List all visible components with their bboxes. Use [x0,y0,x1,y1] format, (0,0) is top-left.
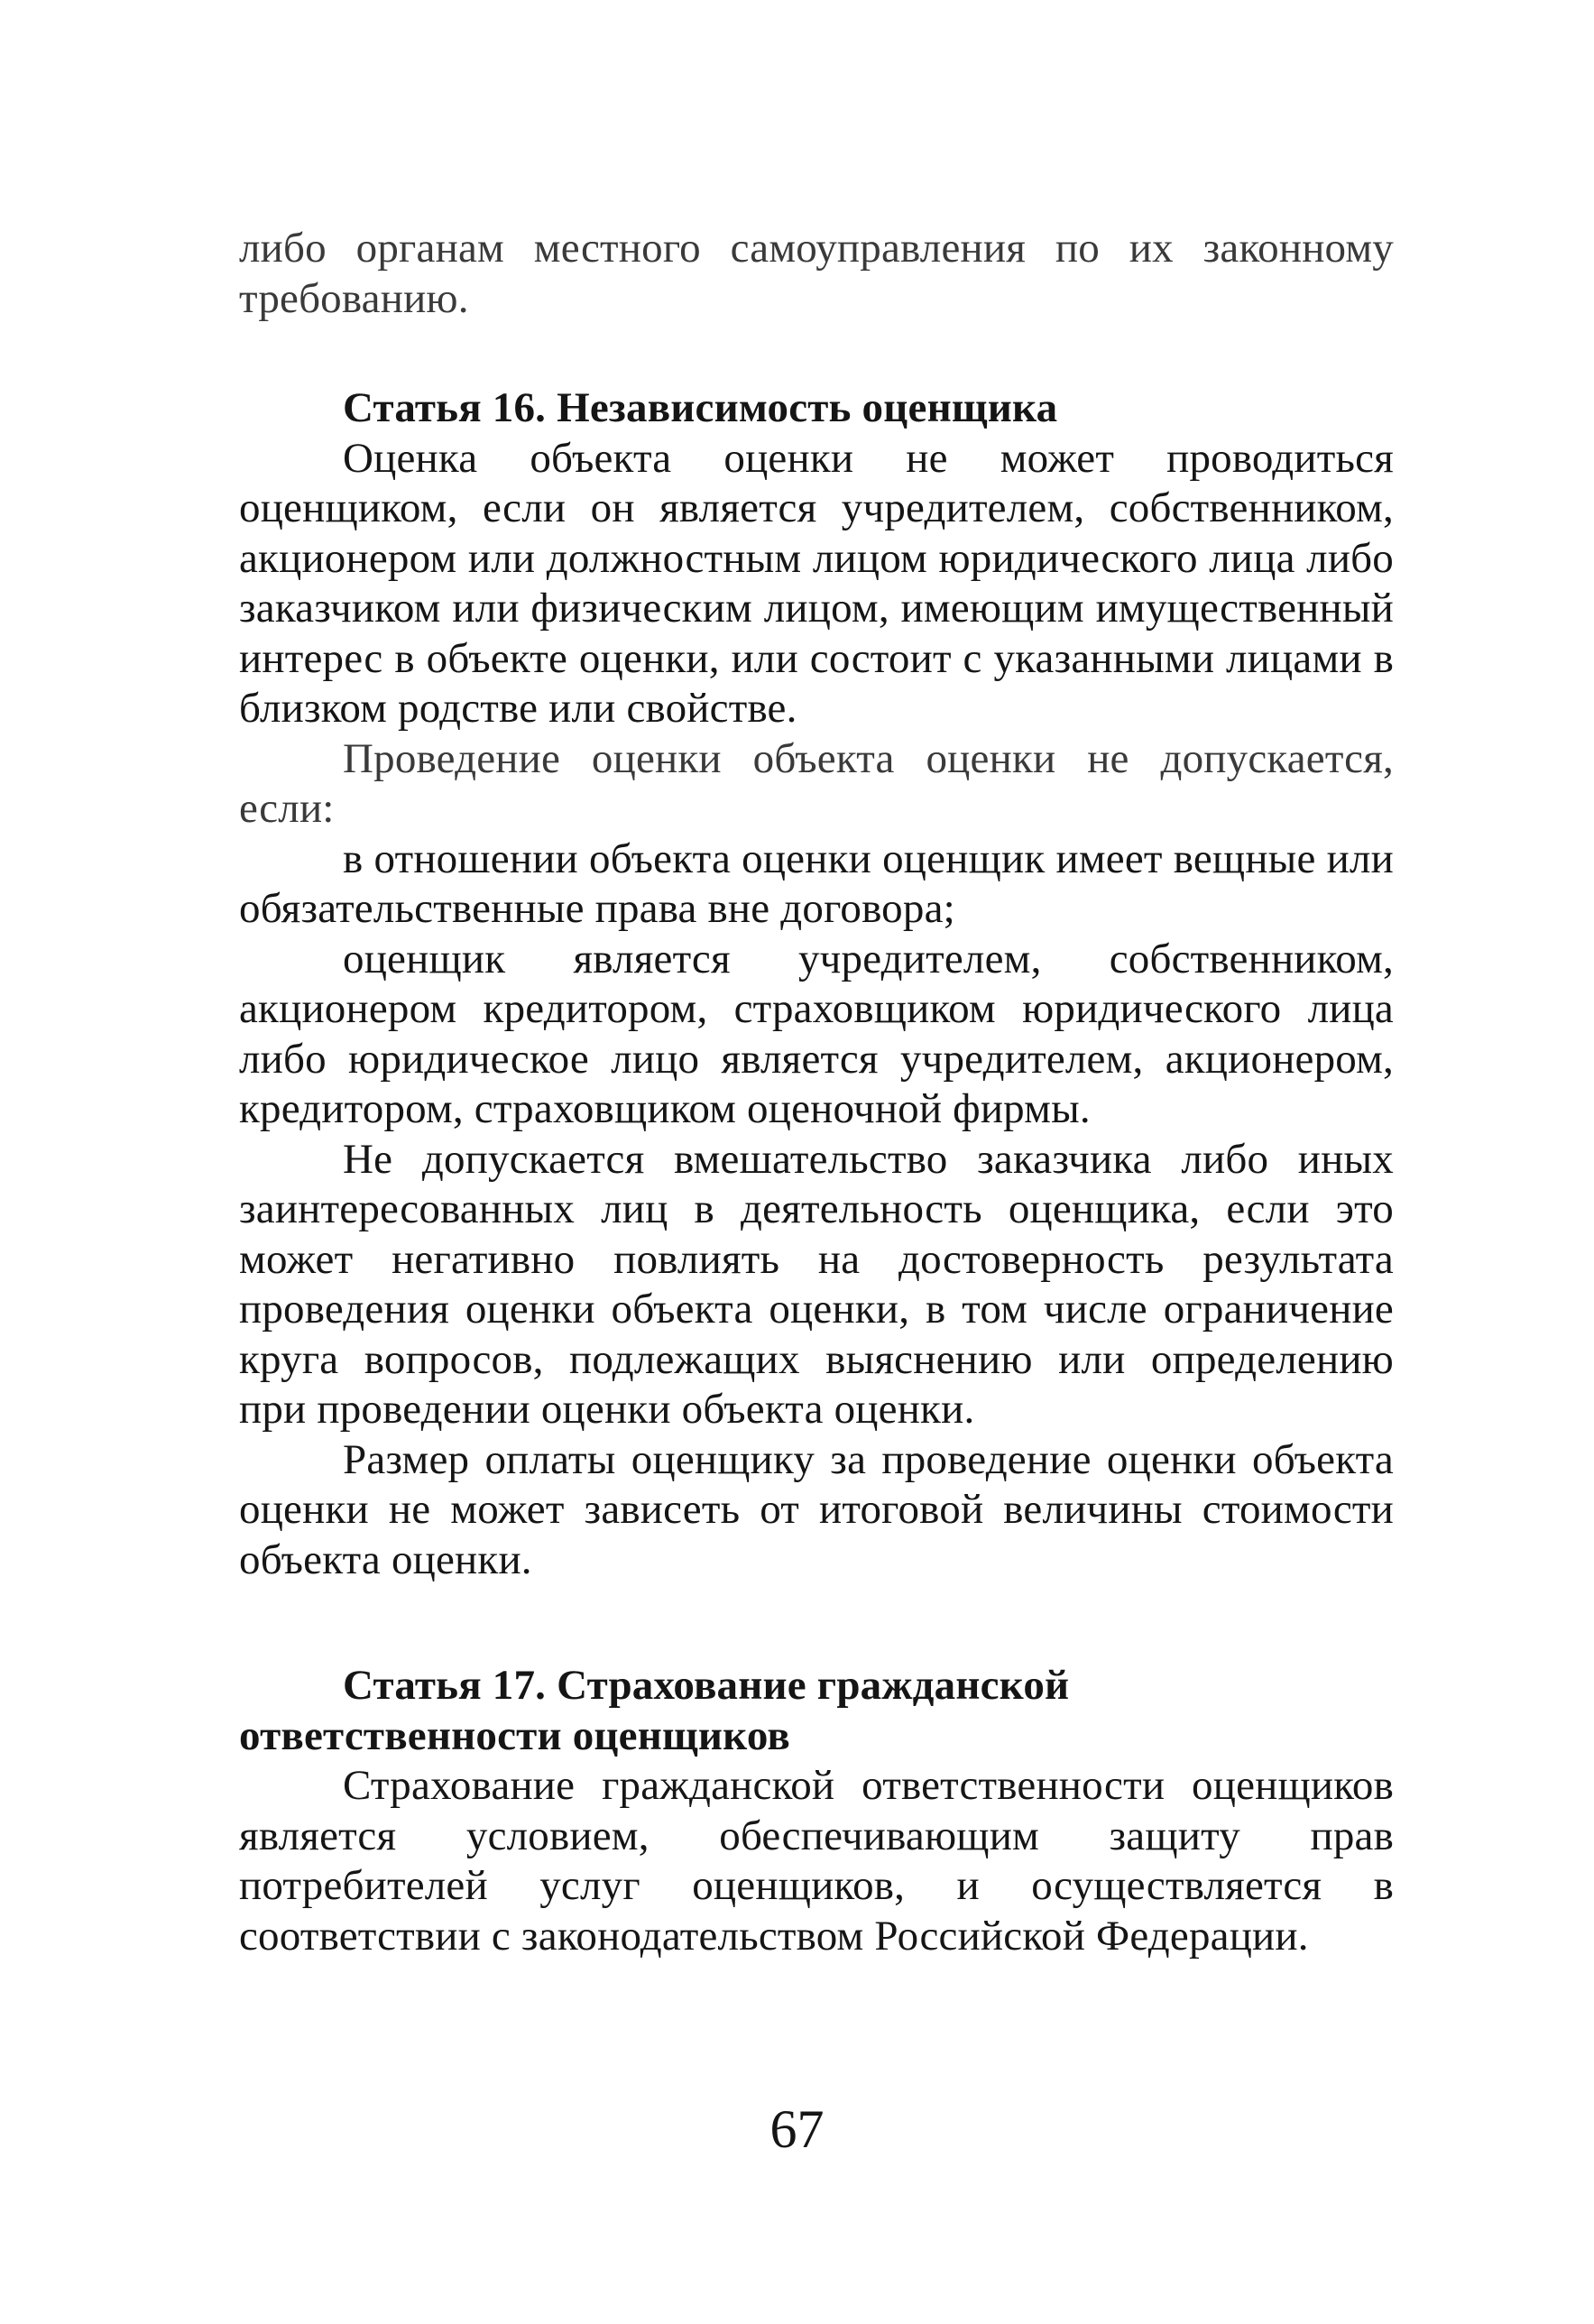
article-16-paragraph-4: оценщик является учредителем, собственником, акционером кредитором, страховщиком юридического лица либо юридическое лицо является учредителем, акционером, кредитором, страховщиком оценочной фирмы. [239,935,1394,1132]
article-16-heading: Статья 16. Независимость оценщика [343,384,1058,431]
article-17-paragraph-1: Страхование гражданской ответственности оценщиков является условием, обеспечивающим защиту прав потребителей услуг оценщиков, и осуществляется в соответствии с законодательством Российской Федерации. [239,1762,1394,1960]
continuation-paragraph: либо органам местного самоуправления по их законному требованию. [239,225,1394,322]
article-16-paragraph-6: Размер оплаты оценщику за проведение оценки объекта оценки не может зависеть от итоговой величины стоимости объекта оценки. [239,1435,1394,1583]
article-16-paragraph-3: в отношении объекта оценки оценщик имеет вещные или обязательственные права вне договора; [239,835,1394,932]
article-16-paragraph-1: Оценка объекта оценки не может проводиться оценщиком, если он является учредителем, собственником, акционером или должностным лицом юридического лица либо заказчиком или физическим лицом, имеющим имущественный интерес в объекте оценки, или состоит с указанными лицами в близком родстве или свойстве. [239,434,1394,732]
article-17-heading: Статья 17. Страхование гражданской ответственности оценщиков [239,1662,1070,1759]
article-16-paragraph-5: Не допускается вмешательство заказчика либо иных заинтересованных лиц в деятельность оценщика, если это может негативно повлиять на достоверность результата проведения оценки объекта оценки, в том числе ограничение круга вопросов, подлежащих выяснению или определению при проведении оценки объекта оценки. [239,1135,1394,1433]
article-16-paragraph-2: Проведение оценки объекта оценки не допускается, если: [239,734,1394,832]
page-body [239,224,1394,1961]
page-number: 67 [769,2099,825,2159]
